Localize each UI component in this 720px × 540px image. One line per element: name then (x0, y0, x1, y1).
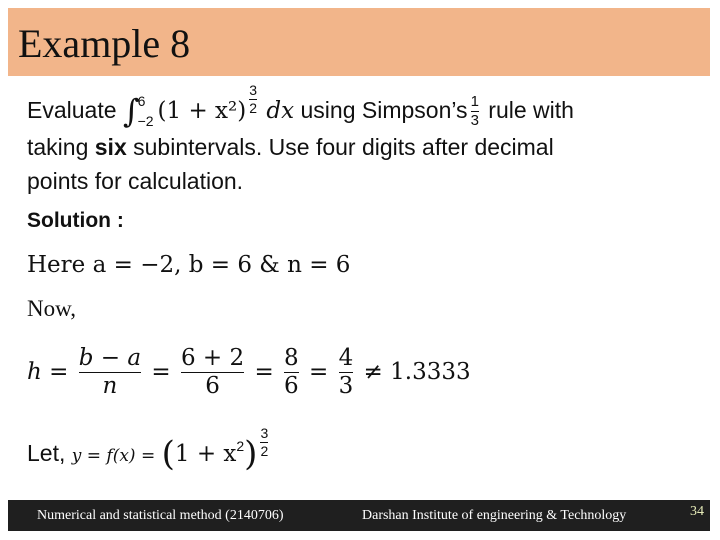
problem-line-2 (27, 134, 554, 161)
h-fraction-2 (181, 346, 244, 400)
integral-sign: ∫ (122, 92, 140, 130)
title-bar (8, 8, 710, 76)
slide-title: Example 8 (18, 21, 191, 66)
let-exponent-denominator: 2 (260, 443, 269, 460)
problem-line-3: points for calculation. (27, 168, 244, 194)
simpson-fraction (471, 94, 479, 130)
h-fraction-3 (284, 346, 299, 400)
h-frac1-numerator: b − a (78, 345, 142, 371)
simpson-numerator: 1 (470, 92, 479, 110)
evaluate-word: Evaluate (27, 97, 117, 123)
page-number: 34 (690, 504, 704, 519)
open-paren: ( (161, 434, 175, 474)
problem-line-1 (27, 82, 574, 132)
h-frac3-numerator: 8 (284, 345, 299, 371)
h-approximation: ≠ 1.3333 (363, 358, 471, 385)
let-word: Let, (27, 440, 66, 466)
differential: dx (266, 98, 295, 124)
here-line: Here a = −2, b = 6 & n = 6 (27, 252, 351, 278)
let-exponent (260, 426, 268, 460)
h-variable: h = (27, 358, 69, 385)
footer-institute: Darshan Institute of engineering & Technology (362, 508, 627, 523)
footer-bar (8, 500, 710, 531)
let-square-exponent: 2 (236, 438, 245, 454)
solution-heading: Solution : (27, 209, 124, 232)
now-line: Now, (27, 296, 76, 321)
h-frac4-numerator: 4 (338, 345, 354, 371)
equals-sign: = (309, 358, 329, 385)
equals-sign: = (151, 358, 171, 385)
line2-bold-six: six (94, 134, 127, 160)
h-fraction-1 (79, 346, 141, 400)
rule-with-text: rule with (488, 97, 574, 123)
integrand: (1 + x²) (157, 98, 247, 124)
h-frac2-denominator: 6 (205, 373, 220, 400)
h-equation (27, 346, 471, 400)
let-line (27, 425, 271, 474)
h-fraction-4 (339, 346, 354, 400)
h-frac2-numerator: 6 + 2 (180, 345, 245, 371)
exponent-numerator: 3 (249, 82, 258, 99)
footer-course: Numerical and statistical method (2140706) (37, 508, 284, 523)
line2-prefix: taking (27, 134, 95, 160)
integral-upper-limit: 6 (137, 93, 146, 110)
let-exponent-numerator: 3 (260, 425, 269, 442)
function-definition: y = f(x) = (71, 446, 156, 466)
close-paren: ) (244, 434, 258, 474)
h-frac3-denominator: 6 (284, 373, 299, 400)
h-frac4-denominator: 3 (338, 373, 354, 400)
let-inner-expression: 1 + x (174, 441, 237, 467)
using-simpson-text: using Simpson’s (300, 97, 468, 123)
line2-suffix: subintervals. Use four digits after decimal (126, 134, 554, 160)
integral-lower-limit: −2 (137, 112, 154, 129)
exponent-denominator: 2 (249, 100, 258, 117)
simpson-denominator: 3 (470, 112, 479, 130)
integrand-exponent (249, 83, 257, 117)
equals-sign: = (254, 358, 274, 385)
h-frac1-denominator: n (102, 373, 118, 400)
